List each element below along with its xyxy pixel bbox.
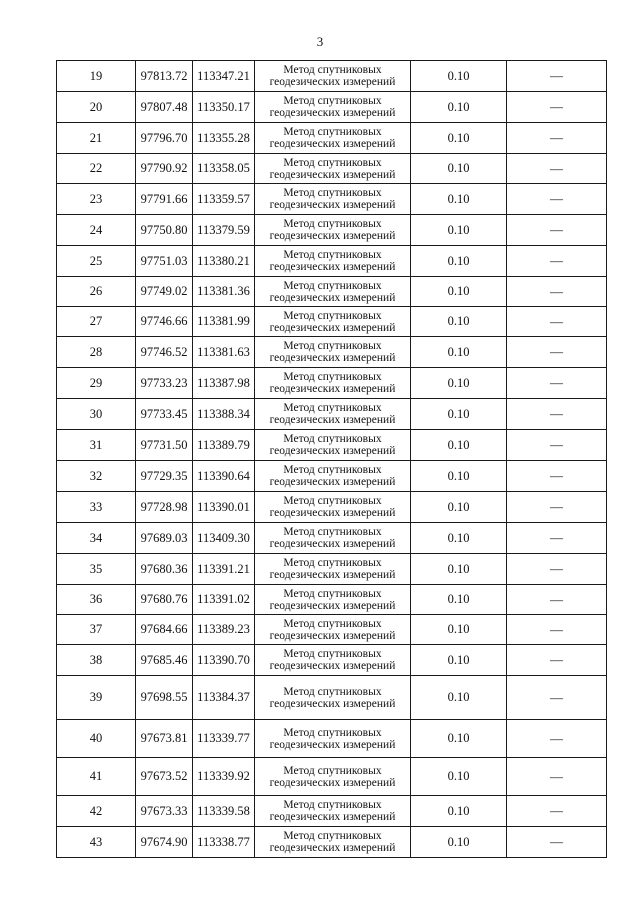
y-coordinate-cell: 113389.23 [193, 615, 255, 645]
note-cell: — [507, 554, 607, 585]
point-number-cell: 23 [57, 184, 136, 215]
precision-cell: 0.10 [411, 307, 507, 337]
note-cell: — [507, 154, 607, 184]
note-cell: — [507, 676, 607, 720]
table-row [57, 184, 607, 215]
y-coordinate-cell: 113338.77 [193, 827, 255, 858]
y-coordinate-cell: 113339.92 [193, 758, 255, 796]
precision-cell: 0.10 [411, 492, 507, 523]
method-line-2: геодезических измерений [269, 599, 396, 612]
note-cell: — [507, 246, 607, 277]
note-cell: — [507, 337, 607, 368]
method-line-2: геодезических измерений [269, 168, 396, 181]
method-cell [255, 92, 411, 123]
precision-cell: 0.10 [411, 523, 507, 554]
y-coordinate-cell: 113381.36 [193, 277, 255, 307]
method-cell [255, 399, 411, 430]
point-number-cell: 34 [57, 523, 136, 554]
method-line-1: Метод спутниковых [283, 495, 382, 507]
note-cell: — [507, 61, 607, 92]
method-line-1: Метод спутниковых [283, 187, 382, 199]
note-cell: — [507, 184, 607, 215]
x-coordinate-cell: 97750.80 [136, 215, 193, 246]
table-row [57, 307, 607, 337]
method-cell [255, 461, 411, 492]
y-coordinate-cell: 113339.77 [193, 720, 255, 758]
table-row [57, 585, 607, 615]
x-coordinate-cell: 97790.92 [136, 154, 193, 184]
method-line-1: Метод спутниковых [283, 685, 382, 698]
table-row [57, 277, 607, 307]
table-row [57, 523, 607, 554]
table-row [57, 492, 607, 523]
precision-cell: 0.10 [411, 676, 507, 720]
table-row [57, 758, 607, 796]
method-line-2: геодезических измерений [269, 414, 396, 426]
y-coordinate-cell: 113380.21 [193, 246, 255, 277]
method-line-1: Метод спутниковых [283, 464, 382, 476]
method-line-2: геодезических измерений [269, 445, 396, 457]
method-line-2: геодезических измерений [269, 776, 396, 789]
method-cell [255, 215, 411, 246]
method-cell [255, 758, 411, 796]
point-number-cell: 29 [57, 368, 136, 399]
y-coordinate-cell: 113389.79 [193, 430, 255, 461]
y-coordinate-cell: 113388.34 [193, 399, 255, 430]
y-coordinate-cell: 113379.59 [193, 215, 255, 246]
y-coordinate-cell: 113339.58 [193, 796, 255, 827]
point-number-cell: 19 [57, 61, 136, 92]
precision-cell: 0.10 [411, 827, 507, 858]
method-cell [255, 123, 411, 154]
precision-cell: 0.10 [411, 720, 507, 758]
x-coordinate-cell: 97680.76 [136, 585, 193, 615]
note-cell: — [507, 720, 607, 758]
note-cell: — [507, 92, 607, 123]
precision-cell: 0.10 [411, 399, 507, 430]
note-cell: — [507, 796, 607, 827]
method-cell [255, 368, 411, 399]
note-cell: — [507, 461, 607, 492]
method-line-1: Метод спутниковых [283, 126, 382, 138]
point-number-cell: 30 [57, 399, 136, 430]
method-line-2: геодезических измерений [269, 383, 396, 395]
table-row [57, 554, 607, 585]
x-coordinate-cell: 97673.52 [136, 758, 193, 796]
method-cell [255, 430, 411, 461]
y-coordinate-cell: 113347.21 [193, 61, 255, 92]
method-line-1: Метод спутниковых [283, 402, 382, 414]
precision-cell: 0.10 [411, 154, 507, 184]
table-row [57, 461, 607, 492]
note-cell: — [507, 492, 607, 523]
precision-cell: 0.10 [411, 430, 507, 461]
precision-cell: 0.10 [411, 123, 507, 154]
x-coordinate-cell: 97791.66 [136, 184, 193, 215]
method-line-2: геодезических измерений [269, 138, 396, 150]
note-cell: — [507, 758, 607, 796]
method-cell [255, 554, 411, 585]
precision-cell: 0.10 [411, 337, 507, 368]
point-number-cell: 32 [57, 461, 136, 492]
precision-cell: 0.10 [411, 215, 507, 246]
point-number-cell: 42 [57, 796, 136, 827]
x-coordinate-cell: 97813.72 [136, 61, 193, 92]
x-coordinate-cell: 97673.33 [136, 796, 193, 827]
method-line-2: геодезических измерений [269, 199, 396, 211]
point-number-cell: 28 [57, 337, 136, 368]
precision-cell: 0.10 [411, 554, 507, 585]
method-cell [255, 585, 411, 615]
method-cell [255, 61, 411, 92]
y-coordinate-cell: 113350.17 [193, 92, 255, 123]
method-cell [255, 523, 411, 554]
method-line-2: геодезических измерений [269, 507, 396, 519]
point-number-cell: 22 [57, 154, 136, 184]
table-row [57, 61, 607, 92]
point-number-cell: 33 [57, 492, 136, 523]
method-line-1: Метод спутниковых [283, 218, 382, 230]
method-cell [255, 246, 411, 277]
note-cell: — [507, 215, 607, 246]
x-coordinate-cell: 97746.52 [136, 337, 193, 368]
x-coordinate-cell: 97685.46 [136, 645, 193, 676]
table-row [57, 720, 607, 758]
method-line-2: геодезических измерений [269, 660, 396, 672]
point-number-cell: 31 [57, 430, 136, 461]
precision-cell: 0.10 [411, 645, 507, 676]
method-line-1: Метод спутниковых [283, 95, 382, 107]
table-row [57, 827, 607, 858]
y-coordinate-cell: 113381.99 [193, 307, 255, 337]
precision-cell: 0.10 [411, 277, 507, 307]
method-line-2: геодезических измерений [269, 476, 396, 488]
y-coordinate-cell: 113384.37 [193, 676, 255, 720]
point-number-cell: 24 [57, 215, 136, 246]
method-line-1: Метод спутниковых [283, 799, 382, 811]
method-line-1: Метод спутниковых [283, 557, 382, 569]
table-row [57, 676, 607, 720]
x-coordinate-cell: 97733.23 [136, 368, 193, 399]
x-coordinate-cell: 97674.90 [136, 827, 193, 858]
x-coordinate-cell: 97731.50 [136, 430, 193, 461]
note-cell: — [507, 307, 607, 337]
method-line-2: геодезических измерений [269, 230, 396, 242]
y-coordinate-cell: 113355.28 [193, 123, 255, 154]
note-cell: — [507, 615, 607, 645]
point-number-cell: 38 [57, 645, 136, 676]
method-line-1: Метод спутниковых [283, 617, 382, 630]
method-line-1: Метод спутниковых [283, 648, 382, 660]
method-line-1: Метод спутниковых [283, 340, 382, 352]
y-coordinate-cell: 113390.64 [193, 461, 255, 492]
method-line-2: геодезических измерений [269, 107, 396, 119]
table-row [57, 92, 607, 123]
table-row [57, 796, 607, 827]
x-coordinate-cell: 97746.66 [136, 307, 193, 337]
method-line-1: Метод спутниковых [283, 526, 382, 538]
precision-cell: 0.10 [411, 61, 507, 92]
precision-cell: 0.10 [411, 796, 507, 827]
x-coordinate-cell: 97729.35 [136, 461, 193, 492]
point-number-cell: 26 [57, 277, 136, 307]
y-coordinate-cell: 113409.30 [193, 523, 255, 554]
method-line-1: Метод спутниковых [283, 309, 382, 322]
method-line-1: Метод спутниковых [283, 726, 382, 739]
precision-cell: 0.10 [411, 92, 507, 123]
method-line-2: геодезических измерений [269, 261, 396, 273]
method-cell [255, 645, 411, 676]
table-row [57, 615, 607, 645]
note-cell: — [507, 277, 607, 307]
method-line-1: Метод спутниковых [283, 764, 382, 777]
x-coordinate-cell: 97733.45 [136, 399, 193, 430]
y-coordinate-cell: 113381.63 [193, 337, 255, 368]
coordinates-table [56, 60, 607, 858]
precision-cell: 0.10 [411, 246, 507, 277]
x-coordinate-cell: 97673.81 [136, 720, 193, 758]
precision-cell: 0.10 [411, 184, 507, 215]
y-coordinate-cell: 113359.57 [193, 184, 255, 215]
note-cell: — [507, 123, 607, 154]
point-number-cell: 41 [57, 758, 136, 796]
table-row [57, 337, 607, 368]
point-number-cell: 37 [57, 615, 136, 645]
x-coordinate-cell: 97689.03 [136, 523, 193, 554]
precision-cell: 0.10 [411, 585, 507, 615]
precision-cell: 0.10 [411, 368, 507, 399]
method-line-1: Метод спутниковых [283, 156, 382, 169]
precision-cell: 0.10 [411, 461, 507, 492]
x-coordinate-cell: 97728.98 [136, 492, 193, 523]
y-coordinate-cell: 113391.02 [193, 585, 255, 615]
table-row [57, 215, 607, 246]
table-row [57, 123, 607, 154]
note-cell: — [507, 585, 607, 615]
method-cell [255, 184, 411, 215]
method-cell [255, 492, 411, 523]
point-number-cell: 40 [57, 720, 136, 758]
method-line-1: Метод спутниковых [283, 279, 382, 292]
point-number-cell: 43 [57, 827, 136, 858]
method-cell [255, 307, 411, 337]
note-cell: — [507, 645, 607, 676]
y-coordinate-cell: 113390.70 [193, 645, 255, 676]
note-cell: — [507, 368, 607, 399]
method-line-1: Метод спутниковых [283, 830, 382, 842]
x-coordinate-cell: 97698.55 [136, 676, 193, 720]
precision-cell: 0.10 [411, 758, 507, 796]
x-coordinate-cell: 97796.70 [136, 123, 193, 154]
note-cell: — [507, 430, 607, 461]
method-line-1: Метод спутниковых [283, 587, 382, 600]
method-line-2: геодезических измерений [269, 291, 396, 304]
x-coordinate-cell: 97684.66 [136, 615, 193, 645]
method-cell [255, 615, 411, 645]
method-line-2: геодезических измерений [269, 538, 396, 550]
y-coordinate-cell: 113387.98 [193, 368, 255, 399]
method-line-2: геодезических измерений [269, 811, 396, 823]
note-cell: — [507, 827, 607, 858]
method-line-1: Метод спутниковых [283, 371, 382, 383]
table-row [57, 154, 607, 184]
point-number-cell: 39 [57, 676, 136, 720]
x-coordinate-cell: 97807.48 [136, 92, 193, 123]
precision-cell: 0.10 [411, 615, 507, 645]
point-number-cell: 35 [57, 554, 136, 585]
y-coordinate-cell: 113358.05 [193, 154, 255, 184]
method-cell [255, 827, 411, 858]
coordinates-table-body [57, 61, 607, 858]
y-coordinate-cell: 113391.21 [193, 554, 255, 585]
method-line-1: Метод спутниковых [283, 64, 382, 76]
table-row [57, 368, 607, 399]
y-coordinate-cell: 113390.01 [193, 492, 255, 523]
method-cell [255, 720, 411, 758]
note-cell: — [507, 399, 607, 430]
method-line-2: геодезических измерений [269, 842, 396, 854]
method-line-2: геодезических измерений [269, 629, 396, 642]
method-cell [255, 337, 411, 368]
x-coordinate-cell: 97749.02 [136, 277, 193, 307]
method-cell [255, 277, 411, 307]
table-row [57, 399, 607, 430]
page-number: 3 [316, 34, 324, 49]
x-coordinate-cell: 97680.36 [136, 554, 193, 585]
point-number-cell: 21 [57, 123, 136, 154]
x-coordinate-cell: 97751.03 [136, 246, 193, 277]
point-number-cell: 25 [57, 246, 136, 277]
table-row [57, 645, 607, 676]
point-number-cell: 36 [57, 585, 136, 615]
method-cell [255, 154, 411, 184]
method-cell [255, 676, 411, 720]
method-line-1: Метод спутниковых [283, 249, 382, 261]
table-row [57, 430, 607, 461]
point-number-cell: 27 [57, 307, 136, 337]
method-line-2: геодезических измерений [269, 738, 396, 751]
method-line-1: Метод спутниковых [283, 433, 382, 445]
point-number-cell: 20 [57, 92, 136, 123]
method-cell [255, 796, 411, 827]
method-line-2: геодезических измерений [269, 76, 396, 88]
method-line-2: геодезических измерений [269, 352, 396, 364]
note-cell: — [507, 523, 607, 554]
table-row [57, 246, 607, 277]
method-line-2: геодезических измерений [269, 697, 396, 710]
method-line-2: геодезических измерений [269, 569, 396, 581]
method-line-2: геодезических измерений [269, 321, 396, 334]
